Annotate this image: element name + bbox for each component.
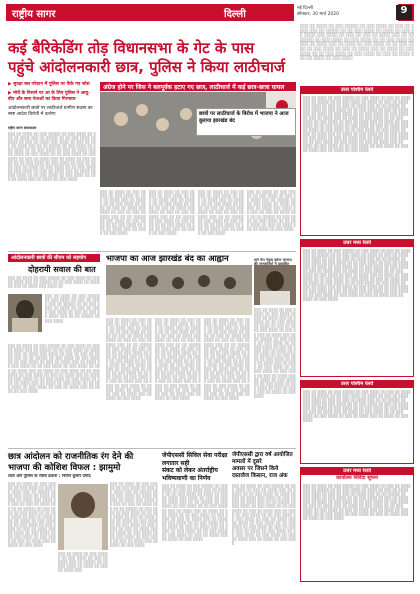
bottom-left-col-1: ░░░ ░░ ░░░░ ░░ ░░░ ░░░░░ ░░ ░░░ ░░░░ ░░ ░░░ ░░ ░░░░ ░░░ ░░ ░░░░░ ░░ ░░ ░░░ ░░░░ ░░ ░░░░ ░░ ░░░ ░░ ░░░░ ░░░ ░░░░ ░░ ░░░ ░░ ░░░ ░░ ░░░░ ░░░ ░░ ░░ ░░░░░ ░░ ░░░ ░░░░ ░░ ░░░ ░░░░ ░░ ░░ ░░░ ░░░░ ░░ ░░░ ░░ ░░░░ ░░░ ░░ ░░░░ ░░ ░░░ ░░░░ ░░ ░░ ░░░ ░░░░ ░░ ░░░ ░░░░ ░░ ░░░ ░░ ░░░░ ░░░ ░░ ░░░░ ░░ ░░░ ░░░░ ░░ ░░ ░░░ ░░░░ ░░ ░░░ ░░░░ ░░ ░░░ ░░ ░░░░ ░░░ ░░ ░░░░ ░░ ░░░ ░░░░ <box>8 482 56 548</box>
photo-inset-headline: छात्रों पर लाठीचार्ज के विरोध में भाजपा ने आज बुलाया झारखंड बंद <box>199 111 289 124</box>
photo-inset-box <box>196 108 296 136</box>
lead-bullet: आंदोलनकारी छात्रों पर लाठीचार्ज ग्रामीण सदस्य का स्पष्ट आदेश विरोधी में उतरेगा <box>8 106 93 117</box>
divider <box>8 251 296 252</box>
left-section-intro: ░░░ ░░ ░░░░ ░░ ░░░ ░░░░░ ░░ ░░░ ░░░░ ░░ ░░░ ░░ ░░░░ ░░░ ░░ ░░░░░ ░░ ░░ ░░░ ░░░░ ░░ ░░░░ ░░ ░░░ ░░ ░░░░ ░░░ ░░░░ ░░ <box>8 276 100 289</box>
bottom-right-headline <box>232 452 296 480</box>
meta-line-2: सोमवार, 30 मार्च 2020 <box>297 12 340 17</box>
lead-bullet: ▶ सुरक्षा बल परेशान में पुलिस पर फेंके गए जोश <box>8 82 90 87</box>
lead-body-col-2: ░░░ ░░ ░░░░ ░░ ░░░ ░░░░░ ░░ ░░░ ░░░░ ░░ ░░░ ░░ ░░░░ ░░░ ░░ ░░░░░ ░░ ░░ ░░░ ░░░░ ░░ ░░░░ ░░ ░░░ ░░ ░░░░ ░░░ ░░░░ ░░ ░░░ ░░ ░░░ ░░ ░░░░ ░░░ ░░ ░░ ░░░░░ ░░ ░░░ ░░░░ ░░ ░░░ ░░░░ ░░ ░░ ░░░ ░░░░ ░░ ░░░ ░░ ░░░░ ░░░ ░░ ░░░░ ░░ ░░░ ░░░░ <box>100 190 146 235</box>
bottom-mid-headline-line-2: संकट को लेकर अंतर्राष्ट्रीय भविष्यवाणी का निर्णय <box>162 467 218 482</box>
right-top-text: ░░░ ░░ ░░░░ ░░ ░░░ ░░░░░ ░░ ░░░ ░░░░ ░░ ░░░ ░░ ░░░░ ░░░ ░░ ░░░░░ ░░ ░░ ░░░ ░░░░ ░░ ░░░░ ░░ ░░░ ░░ ░░░░ ░░░ ░░░░ ░░ ░░░ ░░ ░░░ ░░ ░░░░ ░░░ ░░ ░░ ░░░░░ ░░ ░░░ ░░░░ ░░ ░░░ ░░░░ ░░ ░░ ░░░ ░░░░ ░░ ░░░ ░░ ░░░░ ░░░ ░░ ░░░░ ░░ ░░░ ░░░░ ░░ ░░ ░░░ ░░░░ ░░ ░░░ ░░░░ ░░ ░░░ ░░ ░░░░ ░░░ ░░ ░░░░ ░░ ░░░ ░░░░ ░░ ░░ ░░░ ░░░░ ░░ ░░░ ░░░░ ░░ ░░░ ░░ ░░░░ ░░░ ░░ ░░░░ ░░ ░░░ ░░░░ <box>300 24 414 61</box>
lead-headline-line-1: कई बैरिकेडिंग तोड़ विधानसभा के गेट के पास <box>8 39 255 57</box>
tender-notice-1-body: ░░░ ░░ ░░░░ ░░ ░░░ ░░░░░ ░░ ░░░ ░░░░ ░░ ░░░ ░░ ░░░░ ░░░ ░░ ░░░░░ ░░ ░░ ░░░ ░░░░ ░░ ░░░░ ░░ ░░░ ░░ ░░░░ ░░░ ░░░░ ░░ ░░░ ░░ ░░░ ░░ ░░░░ ░░░ ░░ ░░ ░░░░░ ░░ ░░░ ░░░░ ░░ ░░░ ░░░░ ░░ ░░ ░░░ ░░░░ ░░ ░░░ ░░ ░░░░ ░░░ ░░ ░░░░ ░░ ░░░ ░░░░ ░░ ░░ ░░░ ░░░░ ░░ ░░░ ░░░░ ░░ ░░░ ░░ ░░░░ ░░░ ░░ ░░░░ ░░ ░░░ ░░░░ ░░ ░░ ░░░ ░░░░ ░░ ░░░ ░░░░ ░░ ░░░ ░░ ░░░░ ░░░ ░░ ░░░░ ░░ ░░░ ░░░░ ░░ ░░ ░░░ ░░░░ ░░ ░░░ ░░░░ ░░ ░░░ ░░ ░░░░ ░░░ ░░ ░░░░ ░░ ░░░ ░░░░ ░░ ░░ ░░░ ░░░░ ░░ ░░░ ░░░░ ░░ ░░░ ░░ ░░░░ ░░░ ░░ ░░░░ ░░ ░░░ ░░░░ ░░ ░░ ░░░ ░░░░ ░░ ░░░ ░░░░ ░░ ░░░ ░░ ░░░░ ░░░ ░░ ░░░░ ░░ ░░░ ░░░░ ░░ ░░ ░░░ ░░░░ ░░ ░░░ ░░░░ ░░ ░░░ ░░ ░░░░ ░░░ ░░ ░░░░ ░░ ░░░ ░░░░ ░░ ░░ ░░░ ░░░░ ░░ ░░░ ░░░░ ░░ ░░░ ░░ ░░░░ ░░░ ░░ ░░░░ ░░ ░░░ ░░░░ <box>303 96 411 152</box>
middle-body-col-3: ░░░ ░░ ░░░░ ░░ ░░░ ░░░░░ ░░ ░░░ ░░░░ ░░ ░░░ ░░ ░░░░ ░░░ ░░ ░░░░░ ░░ ░░ ░░░ ░░░░ ░░ ░░░░ ░░ ░░░ ░░ ░░░░ ░░░ ░░░░ ░░ ░░░ ░░ ░░░ ░░ ░░░░ ░░░ ░░ ░░ ░░░░░ ░░ ░░░ ░░░░ ░░ ░░░ ░░░░ ░░ ░░ ░░░ ░░░░ ░░ ░░░ ░░ ░░░░ ░░░ ░░ ░░░░ ░░ ░░░ ░░░░ ░░ ░░ ░░░ ░░░░ ░░ ░░░ ░░░░ ░░ ░░░ ░░ ░░░░ ░░░ ░░ ░░░░ ░░ ░░░ ░░░░ ░░ ░░ ░░░ ░░░░ ░░ ░░░ ░░░░ ░░ ░░░ ░░ ░░░░ ░░░ ░░ ░░░░ ░░ ░░░ ░░░░ ░░ ░░ ░░░ ░░░░ ░░ ░░░ ░░░░ ░░ ░░░ ░░ ░░░░ ░░░ ░░ ░░░░ ░░ ░░░ ░░░░ <box>204 318 250 400</box>
tender-notice-1 <box>300 86 414 236</box>
lead-body-col-4: ░░░ ░░ ░░░░ ░░ ░░░ ░░░░░ ░░ ░░░ ░░░░ ░░ ░░░ ░░ ░░░░ ░░░ ░░ ░░░░░ ░░ ░░ ░░░ ░░░░ ░░ ░░░░ ░░ ░░░ ░░ ░░░░ ░░░ ░░░░ ░░ ░░░ ░░ ░░░ ░░ ░░░░ ░░░ ░░ ░░ ░░░░░ ░░ ░░░ ░░░░ ░░ ░░░ ░░░░ ░░ ░░ ░░░ ░░░░ ░░ ░░░ ░░ ░░░░ ░░░ ░░ ░░░░ ░░ ░░░ ░░░░ <box>198 190 244 235</box>
lead-headline-line-2: पहुंचे आंदोलनकारी छात्र, पुलिस ने किया लाठीचार्ज <box>8 58 286 76</box>
tender-notice-1-header: उत्तर पश्चिम रेलवे <box>301 87 413 94</box>
bottom-right-headline-line-2: अवसर पर जिसने किये दस्तावेज किसान, राज अंक <box>232 466 288 479</box>
tender-notice-4-subheader: कार्यालय निविदा सूचना <box>301 475 413 482</box>
tender-notice-2-header: उत्तर मध्य रेलवे <box>301 240 413 247</box>
lead-byline: राष्ट्रीय सागर संवाददाता <box>8 126 37 130</box>
left-section-headline: दोहरायी सवाल की बात <box>28 265 96 274</box>
bottom-left-headline <box>8 452 158 473</box>
spokesperson-photo <box>58 484 108 550</box>
middle-body-col-1: ░░░ ░░ ░░░░ ░░ ░░░ ░░░░░ ░░ ░░░ ░░░░ ░░ ░░░ ░░ ░░░░ ░░░ ░░ ░░░░░ ░░ ░░ ░░░ ░░░░ ░░ ░░░░ ░░ ░░░ ░░ ░░░░ ░░░ ░░░░ ░░ ░░░ ░░ ░░░ ░░ ░░░░ ░░░ ░░ ░░ ░░░░░ ░░ ░░░ ░░░░ ░░ ░░░ ░░░░ ░░ ░░ ░░░ ░░░░ ░░ ░░░ ░░ ░░░░ ░░░ ░░ ░░░░ ░░ ░░░ ░░░░ ░░ ░░ ░░░ ░░░░ ░░ ░░░ ░░░░ ░░ ░░░ ░░ ░░░░ ░░░ ░░ ░░░░ ░░ ░░░ ░░░░ ░░ ░░ ░░░ ░░░░ ░░ ░░░ ░░░░ ░░ ░░░ ░░ ░░░░ ░░░ ░░ ░░░░ ░░ ░░░ ░░░░ ░░ ░░ ░░░ ░░░░ ░░ ░░░ ░░░░ ░░ ░░░ ░░ ░░░░ ░░░ ░░ ░░░░ ░░ ░░░ ░░░░ <box>106 318 152 400</box>
bottom-mid-headline <box>162 452 228 482</box>
page-number: 9 <box>396 5 412 20</box>
tender-notice-2 <box>300 239 414 377</box>
bottom-right-headline-line-1: जेपीएससी द्वारा वर्ष आयोजित मामलों में दूसरे <box>232 452 293 465</box>
tender-notice-2-body: ░░░ ░░ ░░░░ ░░ ░░░ ░░░░░ ░░ ░░░ ░░░░ ░░ ░░░ ░░ ░░░░ ░░░ ░░ ░░░░░ ░░ ░░ ░░░ ░░░░ ░░ ░░░░ ░░ ░░░ ░░ ░░░░ ░░░ ░░░░ ░░ ░░░ ░░ ░░░ ░░ ░░░░ ░░░ ░░ ░░ ░░░░░ ░░ ░░░ ░░░░ ░░ ░░░ ░░░░ ░░ ░░ ░░░ ░░░░ ░░ ░░░ ░░ ░░░░ ░░░ ░░ ░░░░ ░░ ░░░ ░░░░ ░░ ░░ ░░░ ░░░░ ░░ ░░░ ░░░░ ░░ ░░░ ░░ ░░░░ ░░░ ░░ ░░░░ ░░ ░░░ ░░░░ ░░ ░░ ░░░ ░░░░ ░░ ░░░ ░░░░ ░░ ░░░ ░░ ░░░░ ░░░ ░░ ░░░░ ░░ ░░░ ░░░░ ░░ ░░ ░░░ ░░░░ ░░ ░░░ ░░░░ ░░ ░░░ ░░ ░░░░ ░░░ ░░ ░░░░ ░░ ░░░ ░░░░ ░░ ░░ ░░░ ░░░░ ░░ ░░░ ░░░░ ░░ ░░░ ░░ ░░░░ ░░░ ░░ ░░░░ ░░ ░░░ ░░░░ ░░ ░░ ░░░ ░░░░ ░░ ░░░ ░░░░ ░░ ░░░ ░░ ░░░░ ░░░ ░░ ░░░░ ░░ ░░░ ░░░░ ░░ ░░ ░░░ ░░░░ ░░ ░░░ ░░░░ ░░ ░░░ ░░ ░░░░ ░░░ ░░ ░░░░ ░░ ░░░ ░░░░ <box>303 249 411 301</box>
tender-notice-4 <box>300 467 414 582</box>
middle-body-col-2: ░░░ ░░ ░░░░ ░░ ░░░ ░░░░░ ░░ ░░░ ░░░░ ░░ ░░░ ░░ ░░░░ ░░░ ░░ ░░░░░ ░░ ░░ ░░░ ░░░░ ░░ ░░░░ ░░ ░░░ ░░ ░░░░ ░░░ ░░░░ ░░ ░░░ ░░ ░░░ ░░ ░░░░ ░░░ ░░ ░░ ░░░░░ ░░ ░░░ ░░░░ ░░ ░░░ ░░░░ ░░ ░░ ░░░ ░░░░ ░░ ░░░ ░░ ░░░░ ░░░ ░░ ░░░░ ░░ ░░░ ░░░░ ░░ ░░ ░░░ ░░░░ ░░ ░░░ ░░░░ ░░ ░░░ ░░ ░░░░ ░░░ ░░ ░░░░ ░░ ░░░ ░░░░ ░░ ░░ ░░░ ░░░░ ░░ ░░░ ░░░░ ░░ ░░░ ░░ ░░░░ ░░░ ░░ ░░░░ ░░ ░░░ ░░░░ ░░ ░░ ░░░ ░░░░ ░░ ░░░ ░░░░ ░░ ░░░ ░░ ░░░░ ░░░ ░░ ░░░░ ░░ ░░░ ░░░░ <box>155 318 201 400</box>
masthead-meta <box>294 4 398 21</box>
bottom-left-headline-line-2: भाजपा की कोशिश विफल : झामुमो <box>8 462 121 473</box>
tender-notice-4-body: ░░░ ░░ ░░░░ ░░ ░░░ ░░░░░ ░░ ░░░ ░░░░ ░░ ░░░ ░░ ░░░░ ░░░ ░░ ░░░░░ ░░ ░░ ░░░ ░░░░ ░░ ░░░░ ░░ ░░░ ░░ ░░░░ ░░░ ░░░░ ░░ ░░░ ░░ ░░░ ░░ ░░░░ ░░░ ░░ ░░ ░░░░░ ░░ ░░░ ░░░░ ░░ ░░░ ░░░░ ░░ ░░ ░░░ ░░░░ ░░ ░░░ ░░ ░░░░ ░░░ ░░ ░░░░ ░░ ░░░ ░░░░ ░░ ░░ ░░░ ░░░░ ░░ ░░░ ░░░░ ░░ ░░░ ░░ ░░░░ ░░░ ░░ ░░░░ ░░ ░░░ ░░░░ ░░ ░░ ░░░ ░░░░ ░░ ░░░ ░░░░ ░░ ░░░ ░░ ░░░░ ░░░ ░░ ░░░░ ░░ ░░░ ░░░░ ░░ ░░ ░░░ ░░░░ ░░ ░░░ ░░░░ ░░ ░░░ ░░ ░░░░ ░░░ ░░ ░░░░ ░░ ░░░ ░░░░ <box>303 484 411 520</box>
lead-bullets <box>8 82 96 121</box>
left-section-body-1: ░░░ ░░ ░░░░ ░░ ░░░ ░░░░░ ░░ ░░░ ░░░░ ░░ ░░░ ░░ ░░░░ ░░░ ░░ ░░░░░ ░░ ░░ ░░░ ░░░░ ░░ ░░░░ ░░ ░░░ ░░ ░░░░ ░░░ ░░░░ ░░ ░░░ ░░ ░░░ ░░ ░░░░ ░░░ ░░ ░░ ░░░░░ ░░ ░░░ ░░░░ <box>45 294 100 323</box>
left-section-bar: आंदोलनकारी छात्रों की सीएम को सहयोग <box>8 254 100 262</box>
bottom-left-col-3: ░░░ ░░ ░░░░ ░░ ░░░ ░░░░░ ░░ ░░░ ░░░░ ░░ ░░░ ░░ ░░░░ ░░░ ░░ ░░░░░ ░░ ░░ ░░░ ░░░░ ░░ ░░░░ ░░ ░░░ ░░ ░░░░ ░░░ ░░░░ ░░ ░░░ ░░ ░░░ ░░ ░░░░ ░░░ ░░ ░░ ░░░░░ ░░ ░░░ ░░░░ ░░ ░░░ ░░░░ ░░ ░░ ░░░ ░░░░ ░░ ░░░ ░░ ░░░░ ░░░ ░░ ░░░░ ░░ ░░░ ░░░░ ░░ ░░ ░░░ ░░░░ ░░ ░░░ ░░░░ ░░ ░░░ ░░ ░░░░ ░░░ ░░ ░░░░ ░░ ░░░ ░░░░ ░░ ░░ ░░░ ░░░░ ░░ ░░░ ░░░░ ░░ ░░░ ░░ ░░░░ ░░░ ░░ ░░░░ ░░ ░░░ ░░░░ <box>110 482 158 548</box>
bottom-right-body: ░░░ ░░ ░░░░ ░░ ░░░ ░░░░░ ░░ ░░░ ░░░░ ░░ ░░░ ░░ ░░░░ ░░░ ░░ ░░░░░ ░░ ░░ ░░░ ░░░░ ░░ ░░░░ ░░ ░░░ ░░ ░░░░ ░░░ ░░░░ ░░ ░░░ ░░ ░░░ ░░ ░░░░ ░░░ ░░ ░░ ░░░░░ ░░ ░░░ ░░░░ ░░ ░░░ ░░░░ ░░ ░░ ░░░ ░░░░ ░░ ░░░ ░░ ░░░░ ░░░ ░░ ░░░░ ░░ ░░░ ░░░░ ░░ ░░ ░░░ ░░░░ ░░ ░░░ ░░░░ ░░ ░░░ ░░ ░░░░ ░░░ ░░ ░░░░ ░░ ░░░ ░░░░ ░░ ░░ ░░░ ░░░░ ░░ ░░░ ░░░░ ░░ ░░░ ░░ ░░░░ ░░░ ░░ ░░░░ ░░ ░░░ ░░░░ ░░ ░░ ░░░ ░░░░ ░░ ░░░ ░░░░ ░░ ░░░ ░░ ░░░░ ░░░ ░░ ░░░░ ░░ ░░░ ░░░░ <box>232 484 296 546</box>
meta-line-1: नई दिल्ली <box>297 6 313 11</box>
bottom-mid-headline-line-1: जेपीएससी सिविल सेवा परीक्षा लगातार सही <box>162 452 228 467</box>
bottom-left-headline-line-1: छात्र आंदोलन को राजनीतिक रंग देने की <box>8 452 134 462</box>
side-quote: सारे मेरा नेतृत्व करेगा भाजपा की जनजातियों में प्रकाशित <box>254 258 292 267</box>
bottom-mid-body: ░░░ ░░ ░░░░ ░░ ░░░ ░░░░░ ░░ ░░░ ░░░░ ░░ ░░░ ░░ ░░░░ ░░░ ░░ ░░░░░ ░░ ░░ ░░░ ░░░░ ░░ ░░░░ ░░ ░░░ ░░ ░░░░ ░░░ ░░░░ ░░ ░░░ ░░ ░░░ ░░ ░░░░ ░░░ ░░ ░░ ░░░░░ ░░ ░░░ ░░░░ ░░ ░░░ ░░░░ ░░ ░░ ░░░ ░░░░ ░░ ░░░ ░░ ░░░░ ░░░ ░░ ░░░░ ░░ ░░░ ░░░░ ░░ ░░ ░░░ ░░░░ ░░ ░░░ ░░░░ ░░ ░░░ ░░ ░░░░ ░░░ ░░ ░░░░ ░░ ░░░ ░░░░ ░░ ░░ ░░░ ░░░░ ░░ ░░░ ░░░░ ░░ ░░░ ░░ ░░░░ ░░░ ░░ ░░░░ ░░ ░░░ ░░░░ ░░ ░░ ░░░ ░░░░ ░░ ░░░ ░░░░ ░░ ░░░ ░░ ░░░░ ░░░ ░░ ░░░░ ░░ ░░░ ░░░░ <box>162 484 228 542</box>
tender-notice-3 <box>300 380 414 464</box>
lead-body-col-1: ░░░ ░░ ░░░░ ░░ ░░░ ░░░░░ ░░ ░░░ ░░░░ ░░ ░░░ ░░ ░░░░ ░░░ ░░ ░░░░░ ░░ ░░ ░░░ ░░░░ ░░ ░░░░ ░░ ░░░ ░░ ░░░░ ░░░ ░░░░ ░░ ░░░ ░░ ░░░ ░░ ░░░░ ░░░ ░░ ░░ ░░░░░ ░░ ░░░ ░░░░ ░░ ░░░ ░░░░ ░░ ░░ ░░░ ░░░░ ░░ ░░░ ░░ ░░░░ ░░░ ░░ ░░░░ ░░ ░░░ ░░░░ ░░ ░░ ░░░ ░░░░ ░░ ░░░ ░░░░ ░░ ░░░ ░░ ░░░░ ░░░ ░░ ░░░░ ░░ ░░░ ░░░░ ░░ ░░ ░░░ ░░░░ ░░ ░░░ ░░░░ ░░ ░░░ ░░ ░░░░ ░░░ ░░ ░░░░ ░░ ░░░ ░░░░ ░░ ░░ ░░░ ░░░░ ░░ ░░░ ░░░░ ░░ ░░░ ░░ ░░░░ ░░░ ░░ ░░░░ ░░ ░░░ ░░░░ ░░ ░░ ░░░ ░░░░ ░░ ░░░ ░░░░ ░░ ░░░ ░░ ░░░░ ░░░ ░░ ░░░░ ░░ ░░░ ░░░░ <box>8 132 96 182</box>
bottom-left-col-2: ░░░ ░░ ░░░░ ░░ ░░░ ░░░░░ ░░ ░░░ ░░░░ ░░ ░░░ ░░ ░░░░ ░░░ ░░ ░░░░░ ░░ ░░ ░░░ ░░░░ ░░ ░░░░ ░░ ░░░ ░░ ░░░░ ░░░ <box>58 552 108 573</box>
press-conference-photo <box>106 265 252 315</box>
masthead <box>6 4 414 21</box>
edition-city: दिल्ली <box>224 9 246 20</box>
bottom-left-sub: लाशें और पुलिस के रास्ता ढंकना : नितीन कुमार प्रमोद <box>8 474 91 478</box>
tender-notice-4-header: उत्तर मध्य रेलवे <box>301 468 413 475</box>
brand-name: राष्ट्रीय सागर <box>12 9 56 20</box>
middle-body-col-4: ░░░ ░░ ░░░░ ░░ ░░░ ░░░░░ ░░ ░░░ ░░░░ ░░ ░░░ ░░ ░░░░ ░░░ ░░ ░░░░░ ░░ ░░ ░░░ ░░░░ ░░ ░░░░ ░░ ░░░ ░░ ░░░░ ░░░ ░░░░ ░░ ░░░ ░░ ░░░ ░░ ░░░░ ░░░ ░░ ░░ ░░░░░ ░░ ░░░ ░░░░ ░░ ░░░ ░░░░ ░░ ░░ ░░░ ░░░░ ░░ ░░░ ░░ ░░░░ ░░░ ░░ ░░░░ ░░ ░░░ ░░░░ ░░ ░░ ░░░ ░░░░ ░░ ░░░ ░░░░ ░░ ░░░ ░░ ░░░░ ░░░ ░░ ░░░░ ░░ ░░░ ░░░░ ░░ ░░ ░░░ ░░░░ ░░ ░░░ ░░░░ ░░ ░░░ ░░ ░░░░ ░░░ ░░ ░░░░ ░░ ░░░ ░░░░ ░░ ░░ ░░░ ░░░░ ░░ ░░░ ░░░░ ░░ ░░░ ░░ ░░░░ ░░░ ░░ ░░░░ ░░ ░░░ ░░░░ <box>254 308 296 398</box>
lead-body-col-3: ░░░ ░░ ░░░░ ░░ ░░░ ░░░░░ ░░ ░░░ ░░░░ ░░ ░░░ ░░ ░░░░ ░░░ ░░ ░░░░░ ░░ ░░ ░░░ ░░░░ ░░ ░░░░ ░░ ░░░ ░░ ░░░░ ░░░ ░░░░ ░░ ░░░ ░░ ░░░ ░░ ░░░░ ░░░ ░░ ░░ ░░░░░ ░░ ░░░ ░░░░ ░░ ░░░ ░░░░ ░░ ░░ ░░░ ░░░░ ░░ ░░░ ░░ ░░░░ ░░░ ░░ ░░░░ ░░ ░░░ ░░░░ <box>149 190 195 235</box>
print-registration-marks <box>6 584 414 588</box>
columnist-photo <box>8 294 42 332</box>
lead-body-col-5: ░░░ ░░ ░░░░ ░░ ░░░ ░░░░░ ░░ ░░░ ░░░░ ░░ ░░░ ░░ ░░░░ ░░░ ░░ ░░░░░ ░░ ░░ ░░░ ░░░░ ░░ ░░░░ ░░ ░░░ ░░ ░░░░ ░░░ ░░░░ ░░ ░░░ ░░ ░░░ ░░ ░░░░ ░░░ ░░ ░░ ░░░░░ ░░ ░░░ ░░░░ ░░ ░░░ ░░░░ ░░ ░░ ░░░ ░░░░ ░░ ░░░ ░░ ░░░░ ░░░ ░░ ░░░░ ░░ ░░░ ░░░░ <box>247 190 296 231</box>
divider <box>8 448 296 449</box>
tender-notice-3-header: उत्तर पश्चिम रेलवे <box>301 381 413 388</box>
tender-notice-3-body: ░░░ ░░ ░░░░ ░░ ░░░ ░░░░░ ░░ ░░░ ░░░░ ░░ ░░░ ░░ ░░░░ ░░░ ░░ ░░░░░ ░░ ░░ ░░░ ░░░░ ░░ ░░░░ ░░ ░░░ ░░ ░░░░ ░░░ ░░░░ ░░ ░░░ ░░ ░░░ ░░ ░░░░ ░░░ ░░ ░░ ░░░░░ ░░ ░░░ ░░░░ ░░ ░░░ ░░░░ ░░ ░░ ░░░ ░░░░ ░░ ░░░ ░░ ░░░░ ░░░ ░░ ░░░░ ░░ ░░░ ░░░░ ░░ ░░ ░░░ ░░░░ ░░ ░░░ ░░░░ ░░ ░░░ ░░ ░░░░ ░░░ ░░ ░░░░ ░░ ░░░ ░░░░ ░░ ░░ ░░░ ░░░░ ░░ ░░░ ░░░░ ░░ ░░░ ░░ ░░░░ ░░░ ░░ ░░░░ ░░ ░░░ ░░░░ <box>303 390 411 422</box>
left-section-body-2: ░░░ ░░ ░░░░ ░░ ░░░ ░░░░░ ░░ ░░░ ░░░░ ░░ ░░░ ░░ ░░░░ ░░░ ░░ ░░░░░ ░░ ░░ ░░░ ░░░░ ░░ ░░░░ ░░ ░░░ ░░ ░░░░ ░░░ ░░░░ ░░ ░░░ ░░ ░░░ ░░ ░░░░ ░░░ ░░ ░░ ░░░░░ ░░ ░░░ ░░░░ ░░ ░░░ ░░░░ ░░ ░░ ░░░ ░░░░ ░░ ░░░ ░░ ░░░░ ░░░ ░░ ░░░░ ░░ ░░░ ░░░░ ░░ ░░ ░░░ ░░░░ ░░ ░░░ ░░░░ ░░ ░░░ ░░ ░░░░ ░░░ ░░ ░░░░ ░░ ░░░ ░░░░ ░░ ░░ ░░░ ░░░░ ░░ ░░░ ░░░░ ░░ ░░░ ░░ ░░░░ ░░░ ░░ ░░░░ ░░ ░░░ ░░░░ ░░ ░░ ░░░ ░░░░ ░░ ░░░ ░░░░ ░░ ░░░ ░░ ░░░░ ░░░ ░░ ░░░░ ░░ ░░░ ░░░░ ░░ ░░ ░░░ ░░░░ ░░ ░░░ ░░░░ ░░ ░░░ ░░ ░░░░ ░░░ ░░ ░░░░ ░░ ░░░ ░░░░ <box>8 344 100 394</box>
lead-photo <box>100 92 296 187</box>
lead-strap: अंग्रेज होने पर जिस ने बलपूर्वक हटाए गए छात्र, लाठीचार्ज में कई छात्र-छात्रा घायल <box>100 82 296 91</box>
side-portrait-photo <box>254 265 296 305</box>
lead-bullet: ▶ मोर्चे के निशाने पर आ के लिए पुलिस ने आवू-बीए और छात्र नेताओं का किया गिरफ्तार <box>8 91 90 102</box>
middle-banner-headline: भाजपा का आज झारखंड बंद का आह्वान <box>106 253 229 263</box>
